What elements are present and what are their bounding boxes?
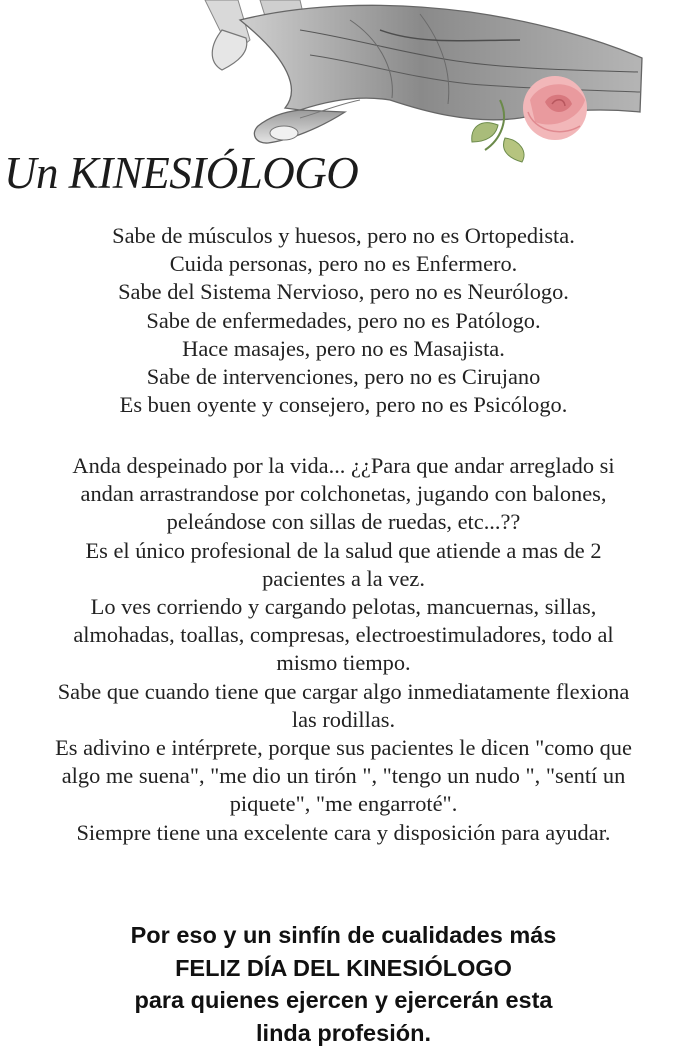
paragraph-line: Sabe que cuando tiene que cargar algo inmediatamente flexiona — [57, 678, 630, 704]
paragraph-line: almohadas, toallas, compresas, electroestimuladores, todo al — [73, 622, 614, 648]
paragraph-line: Lo ves corriendo y cargando pelotas, mancuernas, sillas, — [90, 594, 597, 620]
paragraph-line: pacientes a la vez. — [262, 565, 425, 591]
closing-message — [0, 919, 687, 1049]
list-line: Es buen oyente y consejero, pero no es Psicólogo. — [119, 392, 568, 418]
list-line: Sabe del Sistema Nervioso, pero no es Neurólogo. — [118, 279, 569, 305]
closing-line: linda profesión. — [256, 1019, 431, 1046]
list-line: Cuida personas, pero no es Enfermero. — [169, 251, 518, 277]
page-title: Un KINESIÓLOGO — [4, 148, 359, 198]
list-line: Sabe de intervenciones, pero no es Cirujano — [146, 364, 541, 390]
closing-line: Por eso y un sinfín de cualidades más — [130, 922, 557, 948]
paragraph-line: Siempre tiene una excelente cara y disposición para ayudar. — [76, 819, 611, 845]
paragraph-line: andan arrastrandose por colchonetas, jugando con balones, — [80, 481, 607, 507]
list-line: Sabe de enfermedades, pero no es Patólogo. — [146, 307, 541, 333]
paragraph-line: las rodillas. — [291, 706, 396, 732]
paragraph-line: Es adivino e intérprete, porque sus pacientes le dicen "como que — [55, 735, 632, 761]
paragraph-line: algo me suena", "me dio un tirón ", "tengo un nudo ", "sentí un — [61, 763, 626, 789]
paragraph-line: Es el único profesional de la salud que atiende a mas de 2 — [85, 537, 602, 563]
paragraph-line: peleándose con sillas de ruedas, etc...?? — [166, 509, 521, 535]
paragraph-line: Anda despeinado por la vida... ¿¿Para que andar arreglado si — [72, 453, 615, 478]
closing-line: para quienes ejercen y ejercerán esta — [134, 987, 553, 1013]
paragraph-line: mismo tiempo. — [276, 650, 411, 676]
description-paragraph — [0, 452, 687, 847]
list-line: Sabe de músculos y huesos, pero no es Ortopedista. — [112, 223, 575, 248]
paragraph-line: piquete", "me engarroté". — [229, 791, 458, 817]
profession-comparison-list — [0, 222, 687, 419]
list-line: Hace masajes, pero no es Masajista. — [182, 335, 505, 361]
closing-line: FELIZ DÍA DEL KINESIÓLOGO — [175, 954, 512, 981]
